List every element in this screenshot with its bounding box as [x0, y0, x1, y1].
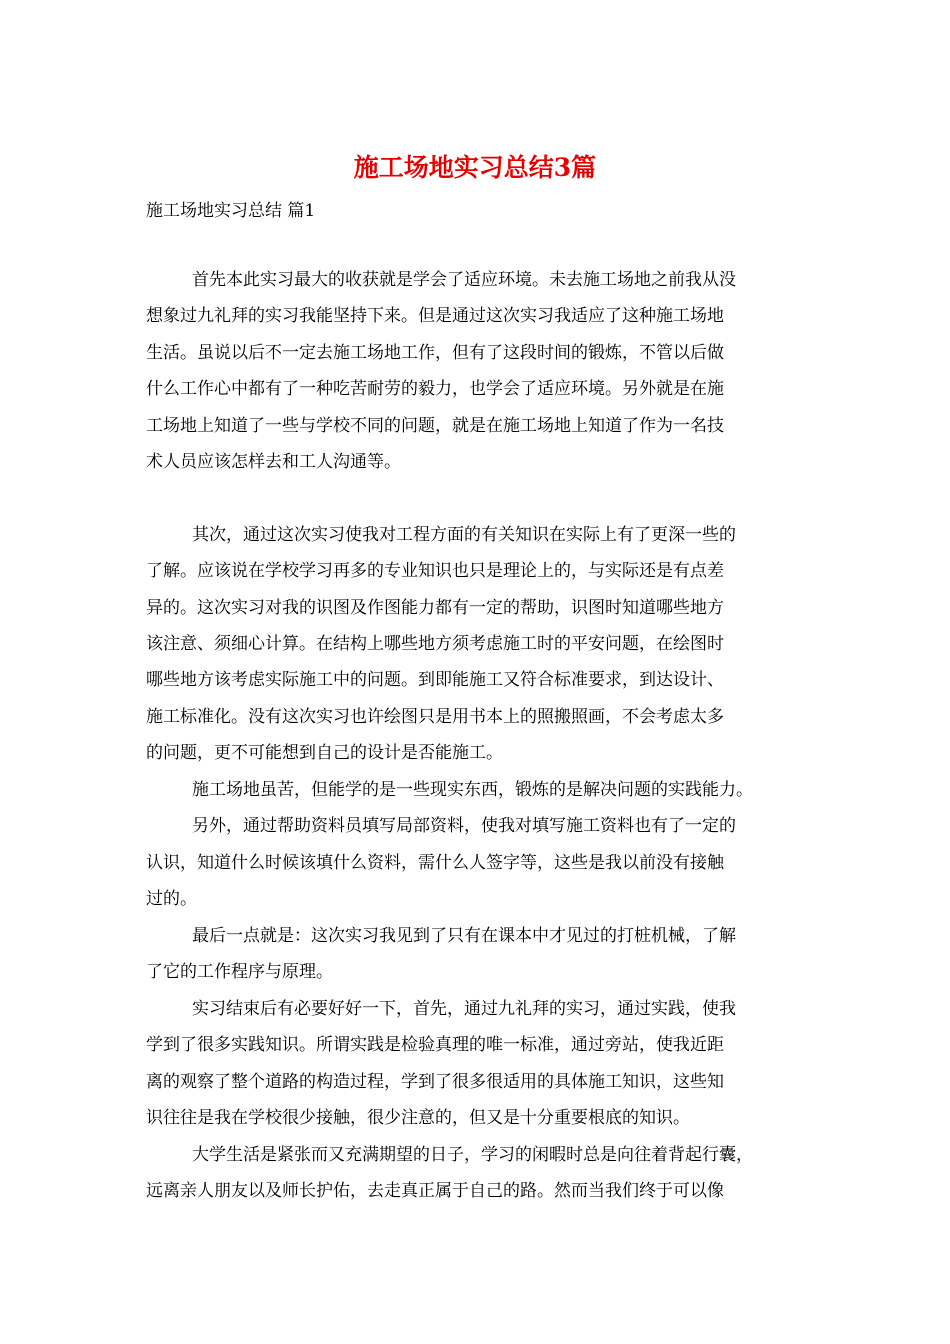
paragraph-line: 学到了很多实践知识。所谓实践是检验真理的唯一标准，通过旁站，使我近距 — [146, 1035, 724, 1055]
paragraph-line: 术人员应该怎样去和工人沟通等。 — [146, 452, 401, 472]
paragraph-line: 该注意、须细心计算。在结构上哪些地方须考虑施工时的平安问题，在绘图时 — [146, 634, 724, 654]
paragraph-line: 施工场地虽苦，但能学的是一些现实东西，锻炼的是解决问题的实践能力。 — [192, 780, 753, 800]
paragraph-line: 另外，通过帮助资料员填写局部资料，使我对填写施工资料也有了一定的 — [192, 816, 736, 836]
section-heading: 施工场地实习总结 篇1 — [146, 201, 316, 221]
paragraph-line: 过的。 — [146, 889, 197, 909]
paragraph-line: 工场地上知道了一些与学校不同的问题，就是在施工场地上知道了作为一名技 — [146, 416, 724, 436]
paragraph-line: 认识，知道什么时候该填什么资料，需什么人签字等，这些是我以前没有接触 — [146, 853, 724, 873]
document-title: 施工场地实习总结3篇 — [353, 153, 597, 182]
paragraph-line: 首先本此实习最大的收获就是学会了适应环境。未去施工场地之前我从没 — [192, 270, 736, 290]
paragraph-line: 想象过九礼拜的实习我能坚持下来。但是通过这次实习我适应了这种施工场地 — [146, 306, 724, 326]
paragraph-line: 大学生活是紧张而又充满期望的日子，学习的闲暇时总是向往着背起行囊， — [192, 1145, 753, 1165]
paragraph-line: 了解。应该说在学校学习再多的专业知识也只是理论上的，与实际还是有点差 — [146, 561, 724, 581]
paragraph-line: 哪些地方该考虑实际施工中的问题。到即能施工又符合标准要求，到达设计、 — [146, 670, 724, 690]
paragraph-line: 远离亲人朋友以及师长护佑，去走真正属于自己的路。然而当我们终于可以像 — [146, 1181, 724, 1201]
paragraph-line: 施工标准化。没有这次实习也许绘图只是用书本上的照搬照画，不会考虑太多 — [146, 707, 724, 727]
paragraph-line: 离的观察了整个道路的构造过程，学到了很多很适用的具体施工知识，这些知 — [146, 1072, 724, 1092]
paragraph-line: 实习结束后有必要好好一下，首先，通过九礼拜的实习，通过实践，使我 — [192, 999, 736, 1019]
paragraph-line: 什么工作心中都有了一种吃苦耐劳的毅力，也学会了适应环境。另外就是在施 — [146, 379, 724, 399]
paragraph-line: 识往往是我在学校很少接触，很少注意的，但又是十分重要根底的知识。 — [146, 1108, 690, 1128]
paragraph-line: 了它的工作程序与原理。 — [146, 962, 333, 982]
paragraph-line: 生活。虽说以后不一定去施工场地工作，但有了这段时间的锻炼，不管以后做 — [146, 343, 724, 363]
paragraph-line: 异的。这次实习对我的识图及作图能力都有一定的帮助，识图时知道哪些地方 — [146, 598, 724, 618]
paragraph-line: 的问题，更不可能想到自己的设计是否能施工。 — [146, 743, 503, 763]
paragraph-line: 其次，通过这次实习使我对工程方面的有关知识在实际上有了更深一些的 — [192, 525, 736, 545]
paragraph-line: 最后一点就是：这次实习我见到了只有在课本中才见过的打桩机械，了解 — [192, 926, 736, 946]
